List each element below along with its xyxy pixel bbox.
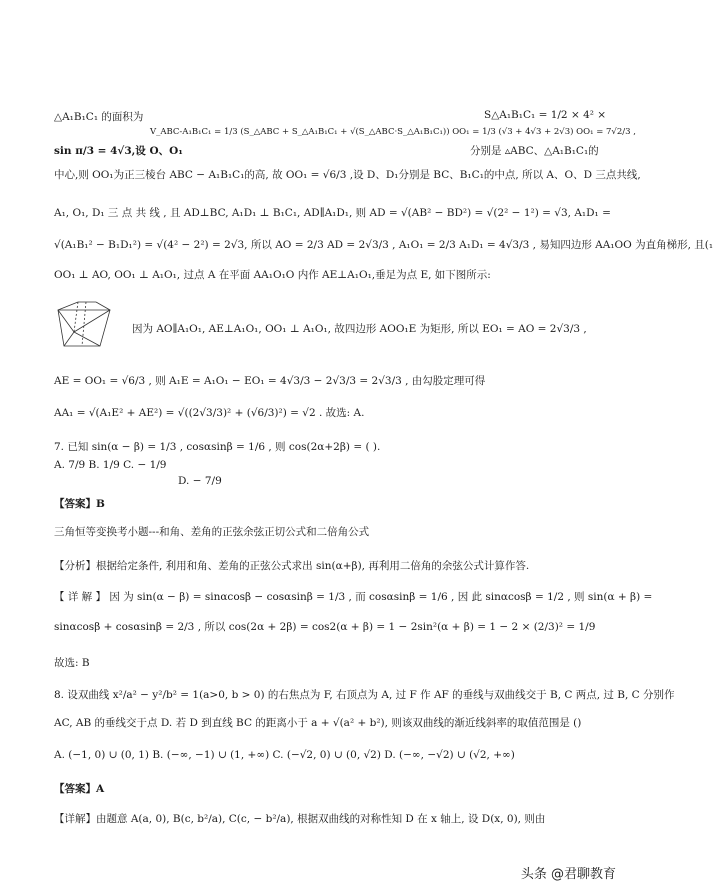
- answer-8: 【答案】A: [54, 783, 105, 795]
- line-rectangle: 因为 AO∥A₁O₁, AE⊥A₁O₁, OO₁ ⊥ A₁O₁, 故四边形 AOO₁E 为矩形, 所以 EO₁ = AO = 2√3/3 ,: [132, 323, 587, 335]
- line-area-heading: △A₁B₁C₁ 的面积为: [54, 111, 144, 123]
- line-perpendicular: OO₁ ⊥ AO, OO₁ ⊥ A₁O₁, 过点 A 在平面 AA₁O₁O 内作 AE⊥A₁O₁,垂足为点 E, 如下图所示:: [54, 269, 491, 281]
- line-sin: sin π/3 = 4√3,设 O、O₁: [54, 145, 183, 157]
- detail-8: 【详解】由题意 A(a, 0), B(c, b²/a), C(c, − b²/a), 根据双曲线的对称性知 D 在 x 轴上, 设 D(x, 0), 则由: [54, 813, 546, 825]
- answer-7: 【答案】B: [54, 498, 105, 510]
- line-ae: AE = OO₁ = √6/3 , 则 A₁E = A₁O₁ − EO₁ = 4√3/3 − 2√3/3 = 2√3/3 , 由勾股定理可得: [54, 375, 486, 387]
- question-7-options: A. 7/9 B. 1/9 C. − 1/9: [54, 459, 167, 471]
- line-aa1: AA₁ = √(A₁E² + AE²) = √((2√3/3)² + (√6/3)²) = √2 . 故选: A.: [54, 407, 365, 419]
- detail-7-line1: 【 详 解 】 因 为 sin(α − β) = sinαcosβ − cosαsinβ = 1/3 , 而 cosαsinβ = 1/6 , 因 此 sinαcosβ = 1/2 , 则 sin(α + β) =: [54, 591, 653, 603]
- question-8-options: A. (−1, 0) ∪ (0, 1) B. (−∞, −1) ∪ (1, +∞) C. (−√2, 0) ∪ (0, √2) D. (−∞, −√2) ∪ (√2, +∞): [54, 749, 515, 761]
- line-height: 中心,则 OO₁为正三棱台 ABC − A₁B₁C₁的高, 故 OO₁ = √6/3 ,设 D、D₁分别是 BC、B₁C₁的中点, 所以 A、O、D 三点共线,: [54, 169, 641, 181]
- question-8-line1: 8. 设双曲线 x²/a² − y²/b² = 1(a>0, b > 0) 的右焦点为 F, 右顶点为 A, 过 F 作 AF 的垂线与双曲线交于 B, C 两点, 过 B, C 分别作: [54, 689, 675, 701]
- watermark: 头条 @君聊教育: [517, 864, 620, 886]
- line-collinear: A₁, O₁, D₁ 三 点 共 线 , 且 AD⊥BC, A₁D₁ ⊥ B₁C₁, AD∥A₁D₁, 则 AD = √(AB² − BD²) = √(2² − 1²) = √3, A₁D₁ =: [54, 207, 611, 219]
- choose-7: 故选: B: [54, 657, 90, 669]
- line-trapezoid: √(A₁B₁² − B₁D₁²) = √(4² − 2²) = 2√3, 所以 AO = 2/3 AD = 2√3/3 , A₁O₁ = 2/3 A₁D₁ = 4√3/3 , 易知四边形 AA₁OO 为直角梯形, 且(₁: [54, 239, 713, 251]
- question-7-option-d: D. − 7/9: [178, 475, 222, 487]
- area-formula-right: S△A₁B₁C₁ = 1/2 × 4² ×: [484, 109, 607, 121]
- topic-line: 三角恒等变换考小题---和角、差角的正弦余弦正切公式和二倍角公式: [54, 526, 370, 538]
- volume-formula: V_ABC-A₁B₁C₁ = 1/3 (S_△ABC + S_△A₁B₁C₁ + √(S_△ABC·S_△A₁B₁C₁)) OO₁ = 1/3 (√3 + 4√3 + 2√3) OO₁ = 7√2/3 ,: [150, 127, 636, 137]
- detail-7-line2: sinαcosβ + cosαsinβ = 2/3 , 所以 cos(2α + 2β) = cos2(α + β) = 1 − 2sin²(α + β) = 1 − 2 × (2/3)² = 1/9: [54, 621, 596, 633]
- question-7: 7. 已知 sin(α − β) = 1/3 , cosαsinβ = 1/6 , 则 cos(2α+2β) = ( ).: [54, 441, 381, 453]
- question-8-line2: AC, AB 的垂线交于点 D. 若 D 到直线 BC 的距离小于 a + √(a² + b²), 则该双曲线的渐近线斜率的取值范围是 (): [54, 717, 582, 729]
- analysis-7: 【分析】根据给定条件, 利用和角、差角的正弦公式求出 sin(α+β), 再利用二倍角的余弦公式计算作答.: [54, 560, 530, 572]
- line-centers: 分别是 ▵ABC、△A₁B₁C₁的: [470, 145, 599, 157]
- frustum-figure: [52, 298, 116, 356]
